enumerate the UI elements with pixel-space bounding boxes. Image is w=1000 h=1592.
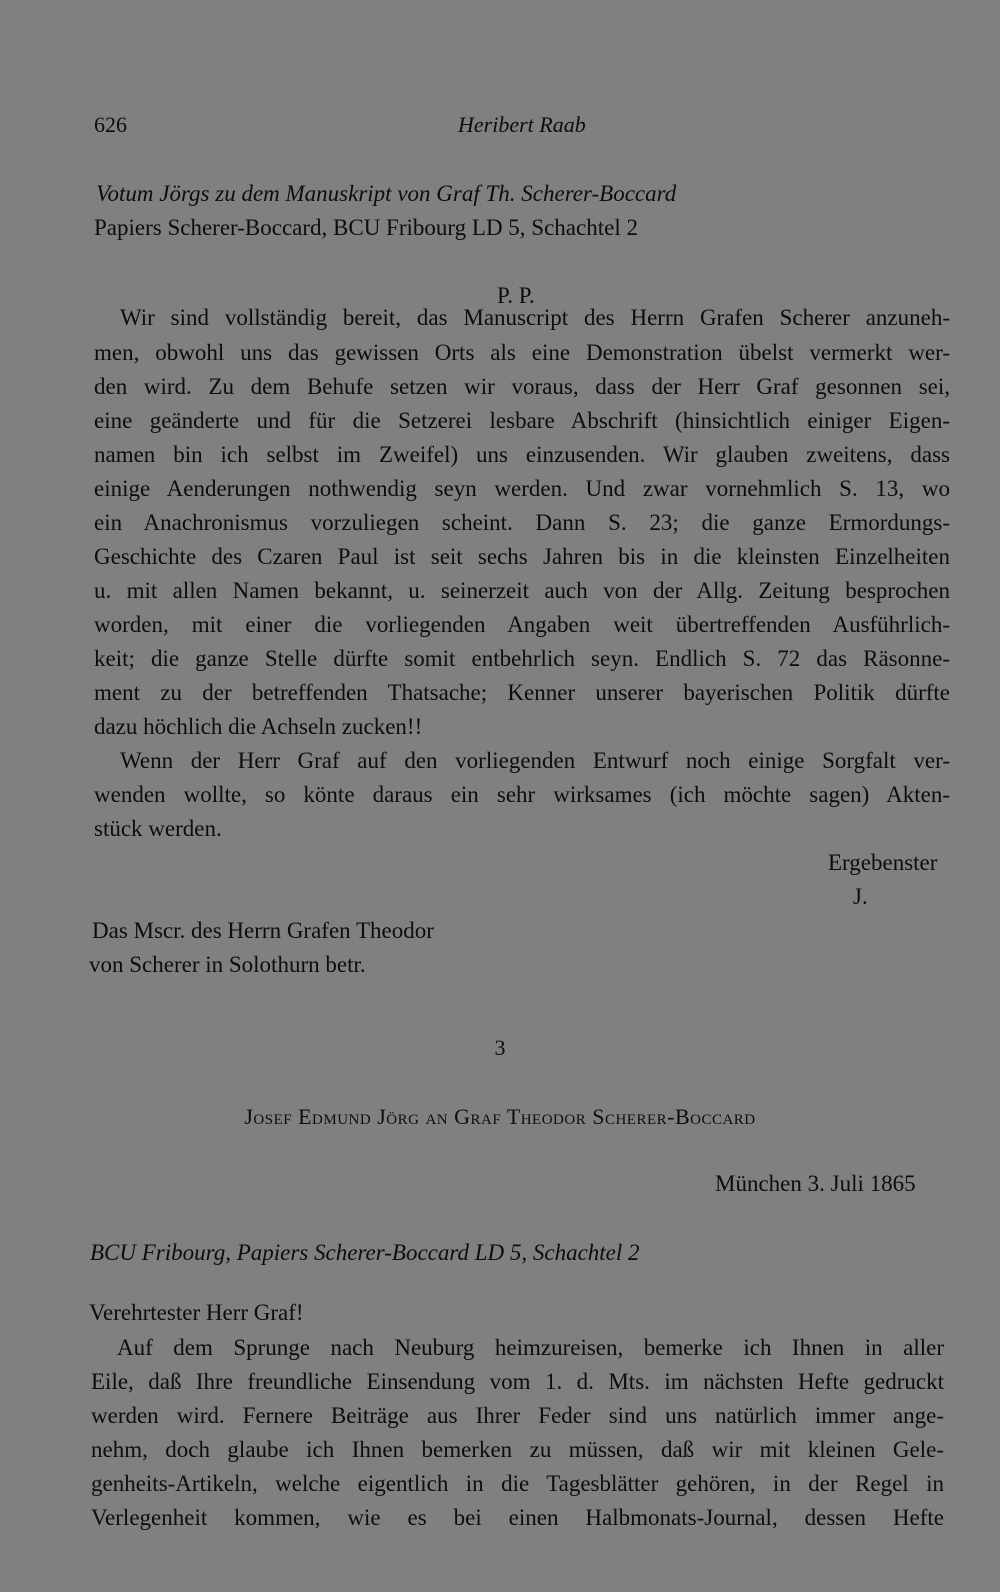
- letter-date: München 3. Juli 1865: [715, 1171, 916, 1196]
- text-line: worden, mit einer die vorliegenden Angaben weit übertreffenden Ausführlich-: [94, 612, 950, 637]
- closing: Ergebenster: [828, 850, 938, 875]
- section-title: Votum Jörgs zu dem Manuskript von Graf Th. Scherer-Boccard: [96, 181, 677, 206]
- text-line: Verlegenheit kommen, wie es bei einen Halbmonats-Journal, dessen Hefte: [91, 1505, 944, 1530]
- addressee-note: Das Mscr. des Herrn Grafen Theodor: [92, 918, 434, 943]
- text-line: namen bin ich selbst im Zweifel) uns einzusenden. Wir glauben zweitens, dass: [94, 442, 950, 467]
- text-line: Geschichte des Czaren Paul ist seit sechs Jahren bis in die kleinsten Einzelheiten: [94, 544, 950, 569]
- text-line: keit; die ganze Stelle dürfte somit entbehrlich seyn. Endlich S. 72 das Räsonne-: [94, 646, 950, 671]
- page-number: 626: [94, 112, 127, 137]
- document-title: Josef Edmund Jörg an Graf Theodor Scherer-Boccard: [244, 1104, 756, 1129]
- text-line: men, obwohl uns das gewissen Orts als eine Demonstration übelst vermerkt wer-: [94, 340, 950, 365]
- text-line: Auf dem Sprunge nach Neuburg heimzureisen, bemerke ich Ihnen in aller: [117, 1335, 944, 1360]
- text-line: genheits-Artikeln, welche eigentlich in die Tagesblätter gehören, in der Regel in: [91, 1471, 944, 1496]
- document-number: 3: [494, 1035, 506, 1060]
- text-line: einige Aenderungen nothwendig seyn werden. Und zwar vornehmlich S. 13, wo: [94, 476, 950, 501]
- salutation: Verehrtester Herr Graf!: [89, 1300, 304, 1325]
- text-line: dazu höchlich die Achseln zucken!!: [94, 714, 423, 739]
- section-source: BCU Fribourg, Papiers Scherer-Boccard LD 5, Schachtel 2: [90, 1240, 640, 1265]
- signature: J.: [853, 884, 868, 909]
- text-line: wenden wollte, so könte daraus ein sehr wirksames (ich möchte sagen) Akten-: [94, 782, 950, 807]
- addressee-note: von Scherer in Solothurn betr.: [89, 952, 366, 977]
- text-line: ein Anachronismus vorzuliegen scheint. Dann S. 23; die ganze Ermordungs-: [94, 510, 950, 535]
- text-line: ment zu der betreffenden Thatsache; Kenner unserer bayerischen Politik dürfte: [94, 680, 950, 705]
- text-line: den wird. Zu dem Behufe setzen wir voraus, dass der Herr Graf gesonnen sei,: [94, 374, 950, 399]
- text-line: Eile, daß Ihre freundliche Einsendung vom 1. d. Mts. im nächsten Hefte gedruckt: [91, 1369, 944, 1394]
- section-source: Papiers Scherer-Boccard, BCU Fribourg LD 5, Schachtel 2: [94, 215, 638, 240]
- text-line: u. mit allen Namen bekannt, u. seinerzeit auch von der Allg. Zeitung besprochen: [94, 578, 950, 603]
- text-line: eine geänderte und für die Setzerei lesbare Abschrift (hinsichtlich einiger Eigen-: [94, 408, 950, 433]
- salutation: P. P.: [497, 283, 535, 308]
- text-line: nehm, doch glaube ich Ihnen bemerken zu müssen, daß wir mit kleinen Gele-: [91, 1437, 944, 1462]
- text-line: stück werden.: [94, 816, 222, 841]
- running-title: Heribert Raab: [458, 112, 586, 137]
- text-line: werden wird. Fernere Beiträge aus Ihrer Feder sind uns natürlich immer ange-: [91, 1403, 944, 1428]
- text-line: Wenn der Herr Graf auf den vorliegenden Entwurf noch einige Sorgfalt ver-: [120, 748, 950, 773]
- text-line: Wir sind vollständig bereit, das Manuscript des Herrn Grafen Scherer anzuneh-: [120, 305, 950, 330]
